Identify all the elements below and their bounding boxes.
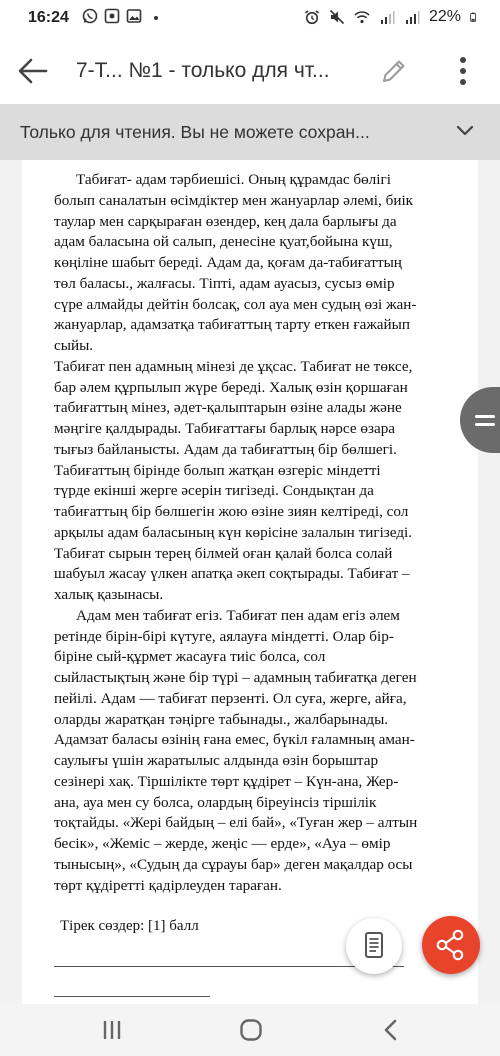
system-nav-bar <box>0 1004 500 1056</box>
scroll-handle-grip <box>475 415 495 418</box>
share-icon <box>422 916 480 974</box>
document-text-line: төрт құдіретті қадірлеуден тараған. <box>54 876 282 894</box>
media-icon <box>104 8 120 24</box>
scroll-handle-grip <box>475 423 495 426</box>
document-text-line: бар әлем құрпылып жүре береді. Халық өзін қоршаған <box>54 378 408 396</box>
document-text-line: халық қазынасы. <box>54 586 164 603</box>
document-page[interactable] <box>22 160 478 1016</box>
document-text-line: біріне сый-құрмет жасауға тиіс болса, сол <box>54 648 326 666</box>
readonly-banner[interactable] <box>0 104 500 160</box>
document-text-line: сезінері хақ. Тіршілікте төрт құдірет – Күн-ана, Жер- <box>54 772 399 790</box>
document-text-line: Адам мен табиғат егіз. Табиғат пен адам егіз әлем <box>76 606 400 624</box>
document-text-line: жануарлар, адамзатқа табиғаттың тарту еткен ғажайып <box>54 316 411 334</box>
document-text-line: сүре алмайды дейтін болсақ, сол ауа мен судың өзі жан- <box>54 295 417 313</box>
document-text-line: шабуыл жасау үлкен апатқа әкеп соқтырады. Табиғат – <box>54 565 410 583</box>
document-text-line: арқылы адам баласының күн көрісіне залалын тигізеді. <box>54 523 413 541</box>
keywords-label: Тірек сөздер: [1] балл <box>60 918 199 934</box>
document-title: 7-Т... №1 - только для чт... <box>76 59 330 82</box>
document-text-line: пейілі. Адам — табиғат перзенті. Ол суға, жерге, айға, <box>54 689 407 707</box>
document-body <box>54 170 460 896</box>
document-text-line: ретінде бірін-бірі күтуге, аялауға міндетті. Олар бір- <box>54 627 394 645</box>
document-text-line: таулар мен сарқыраған өзендер, кең дала барлығы да <box>54 212 397 230</box>
document-text-line: көңіліне шабыт береді. Адам да, қоғам да-табиғаттың <box>54 254 402 271</box>
recent-apps-icon[interactable] <box>97 1016 127 1044</box>
more-vertical-icon[interactable] <box>448 54 478 88</box>
document-text-line: адам баласына ой салып, денесіне қуат,бойына күш, <box>54 233 393 251</box>
document-text-line: тынысың», «Судың да сұрауы бар» деген мақалдар осы <box>54 855 413 873</box>
answer-line <box>54 996 210 997</box>
more-dot-icon <box>148 8 164 24</box>
app-bar <box>0 38 500 104</box>
document-text-line: Табиғаттың бірінде болып жатқан өзгеріс міндетті <box>54 461 381 479</box>
document-text-line: саулығы үшін жаратылыс алдында өзін борыштар <box>54 752 379 769</box>
mute-icon <box>329 9 345 25</box>
gallery-icon <box>126 8 142 24</box>
document-text-line: Табиғат- адам тәрбиешісі. Оның құрамдас бөлігі <box>76 171 391 188</box>
document-text-line: түрде екінші жерге әсерін тигізеді. Сондықтан да <box>54 482 374 500</box>
document-text-line: ана, ауа мен су болса, олардың біреуінсіз тіршілік <box>54 793 377 811</box>
whatsapp-icon <box>82 8 98 24</box>
document-text-line: Табиғат сырын терең білмей оған қалай болса солай <box>54 544 393 562</box>
back-icon[interactable] <box>376 1016 406 1044</box>
document-text-line: бесік», «Жеміс – жерде, жеңіс — ерде», «Ауа – өмір <box>54 835 391 852</box>
battery-icon <box>470 9 480 25</box>
home-icon[interactable] <box>236 1016 266 1044</box>
document-text-line: тоқтайды. «Жері байдың – елі бай», «Туған жер – алтын <box>54 814 418 832</box>
status-time: 16:24 <box>28 9 69 26</box>
document-text-line: төл баласы., жалғасы. Тіпті, адам ауасыз, сусыз өмір <box>54 274 395 292</box>
document-text-line: сыйы. <box>54 337 94 354</box>
arrow-left-icon[interactable] <box>16 54 50 88</box>
readonly-message: Только для чтения. Вы не можете сохран... <box>20 122 370 142</box>
pencil-icon[interactable] <box>378 55 410 87</box>
battery-percentage: 22% <box>428 8 461 25</box>
document-text-line: оларды жаратқан тәңірге табынады., жалбарынады. <box>54 710 389 728</box>
document-text-line: Адамзат баласы өзінің ғана емес, бүкіл ғаламның аман- <box>54 731 415 749</box>
status-system-icons <box>304 8 480 26</box>
signal-icon <box>404 9 420 25</box>
document-list-icon <box>346 918 402 974</box>
signal-icon <box>379 9 395 25</box>
alarm-icon <box>304 9 320 25</box>
status-bar <box>0 0 500 38</box>
document-text-line: мәңгіге қалдырады. Табиғаттағы барлық нәрсе өзара <box>54 420 396 437</box>
status-notification-icons <box>82 8 164 24</box>
document-text-line: табиғаттың бір бөлшегін жою өзіне зиян келтіреді, сол <box>54 503 409 520</box>
chevron-down-icon[interactable] <box>456 124 474 138</box>
document-text-line: Табиғат пен адамның мінезі де ұқсас. Табиғат не төксе, <box>54 357 413 375</box>
wifi-icon <box>354 9 370 25</box>
notes-button[interactable] <box>346 918 402 974</box>
document-text-line: болып саналатын өсімдіктер мен жануарлар әлемі, биік <box>54 191 414 209</box>
document-text-line: табиғаттың мінез, әдет-қалыптарын өзіне алады және <box>54 399 402 417</box>
share-button[interactable] <box>422 916 480 974</box>
document-text-line: сыйластықтың және бір түрі – адамның табиғатқа деген <box>54 669 417 686</box>
document-text-line: тығыз байланысты. Адам да табиғаттың бір бөлшегі. <box>54 440 397 458</box>
